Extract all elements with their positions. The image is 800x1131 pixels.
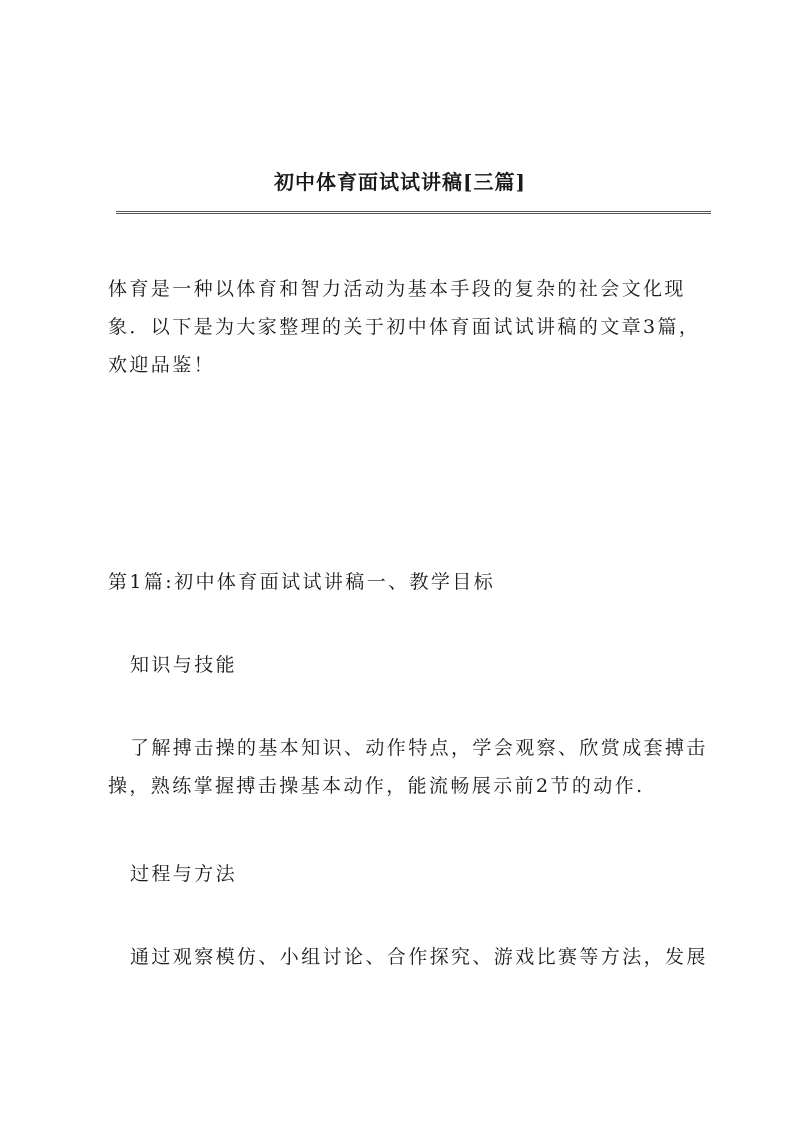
section-heading: 第1篇:初中体育面试试讲稿一、教学目标: [108, 571, 496, 593]
intro-paragraph: 体育是一种以体育和智力活动为基本手段的复杂的社会文化现象．以下是为大家整理的关于初中体育面试试讲稿的文章3篇，欢迎品鉴！: [108, 278, 701, 376]
title-underline: [116, 211, 711, 214]
knowledge-paragraph: 了解搏击操的基本知识、动作特点，学会观察、欣赏成套搏击操，熟练掌握搏击操基本动作，能流畅展示前2节的动作.: [108, 737, 708, 797]
process-paragraph: 通过观察模仿、小组讨论、合作探究、游戏比赛等方法，发展: [130, 946, 708, 968]
subheading-process-methods: 过程与方法: [130, 863, 238, 885]
subheading-knowledge-skills: 知识与技能: [130, 654, 238, 676]
document-title: 初中体育面试试讲稿[三篇]: [274, 170, 526, 194]
